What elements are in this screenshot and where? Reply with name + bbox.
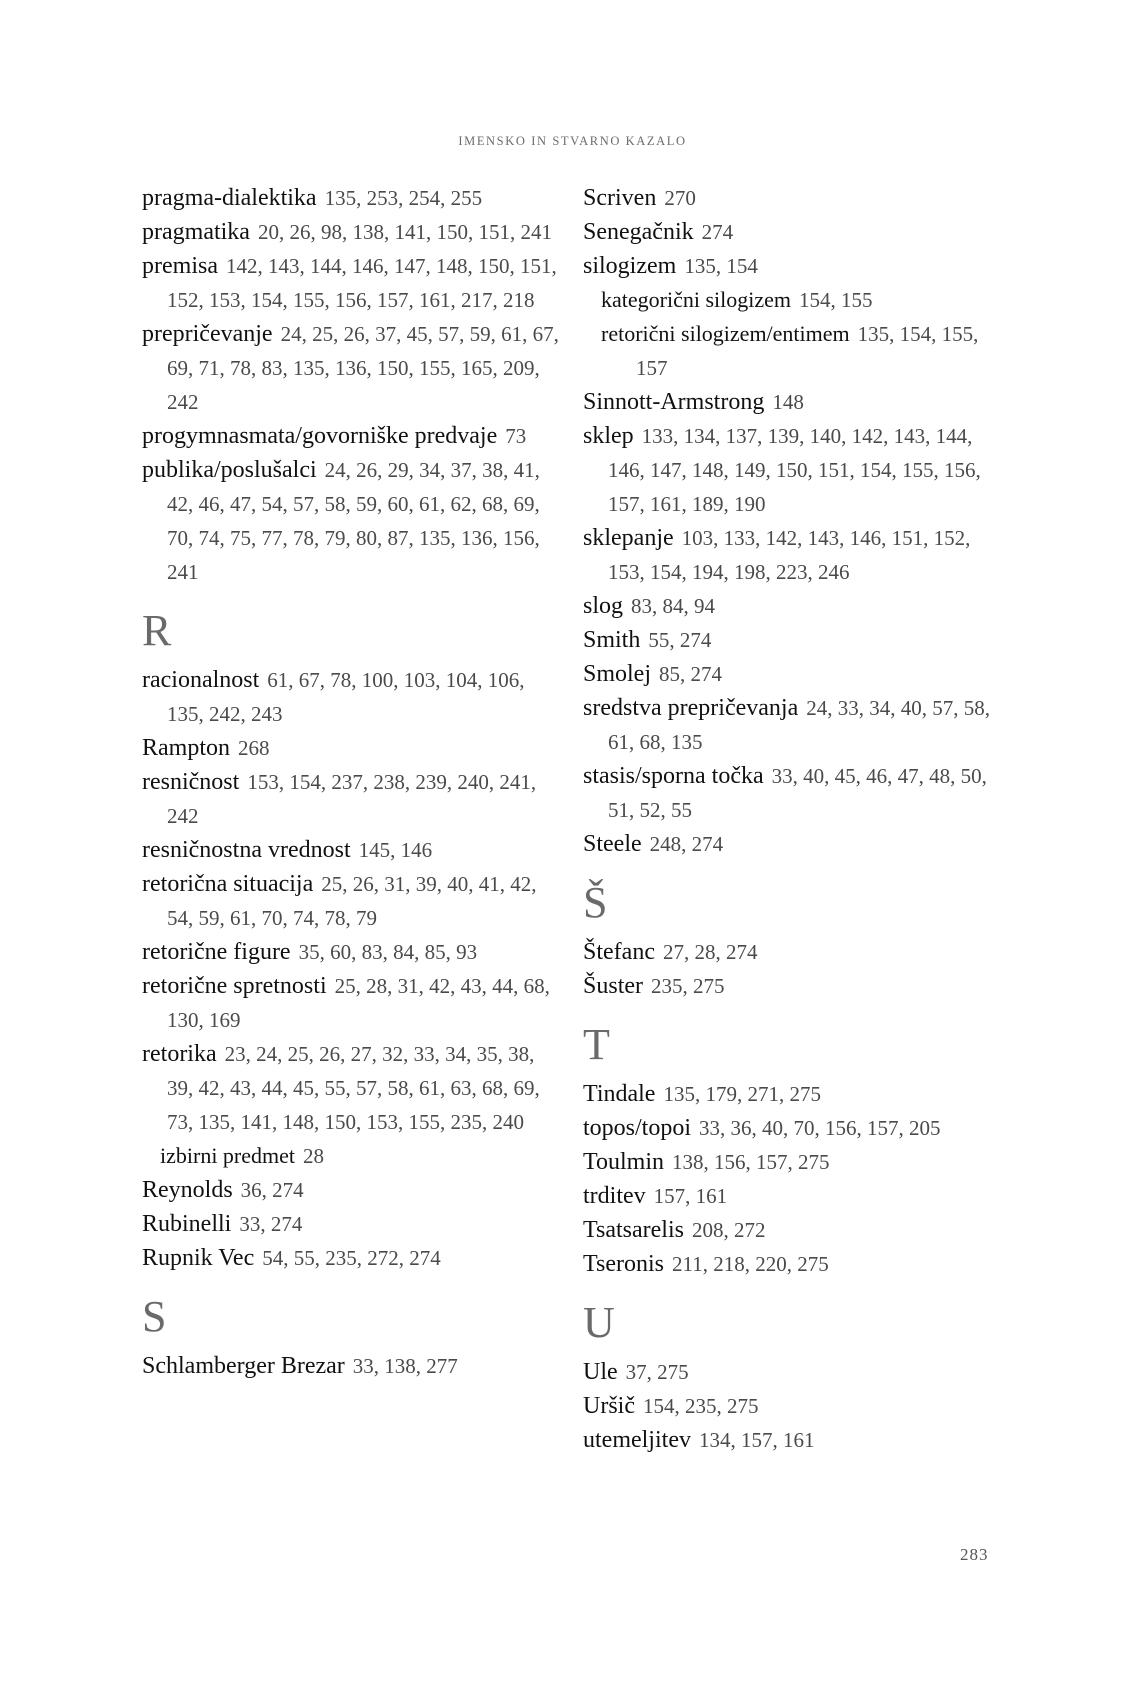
index-entry (583, 419, 1003, 521)
index-entry (142, 935, 562, 969)
page-references: 73 (505, 424, 527, 448)
index-term: Rubinelli (142, 1211, 232, 1237)
section-letter: T (583, 1020, 610, 1069)
page-references: 135, 154 (684, 254, 758, 278)
index-entry (583, 249, 1003, 283)
index-entry (142, 1173, 562, 1207)
index-term: Rampton (142, 735, 230, 761)
page-number: 283 (960, 1545, 989, 1564)
index-entry (583, 1389, 1003, 1423)
index-term: Rupnik Vec (142, 1245, 255, 1271)
page-references: 134, 157, 161 (698, 1428, 815, 1452)
index-term: utemeljitev (583, 1427, 691, 1453)
index-term: izbirni predmet (160, 1143, 296, 1168)
index-entry (583, 1213, 1003, 1247)
page-references: 142, 143, 144, 146, 147, 148, 150, 151, 152, 153, 154, 155, 156, 157, 161, 217, 218 (167, 254, 557, 312)
page-references: 36, 274 (240, 1178, 304, 1202)
index-term: Smolej (583, 661, 652, 687)
page-references: 24, 33, 34, 40, 57, 58, 61, 68, 135 (608, 696, 990, 754)
index-subentry (583, 317, 1003, 385)
index-entry (142, 181, 562, 215)
section-letter: U (583, 1298, 615, 1347)
index-entry (583, 1247, 1003, 1281)
page-references: 25, 26, 31, 39, 40, 41, 42, 54, 59, 61, 70, 74, 78, 79 (167, 872, 537, 930)
page-references: 138, 156, 157, 275 (672, 1150, 830, 1174)
page-references: 33, 138, 277 (352, 1354, 458, 1378)
page-references: 154, 235, 275 (642, 1394, 759, 1418)
index-entry (583, 1179, 1003, 1213)
page-references: 148 (772, 390, 804, 414)
index-entry (142, 765, 562, 833)
index-entry (583, 1423, 1003, 1457)
page-references: 211, 218, 220, 275 (671, 1252, 829, 1276)
index-entry (583, 969, 1003, 1003)
page-references: 33, 40, 45, 46, 47, 48, 50, 51, 52, 55 (608, 764, 987, 822)
page-references: 235, 275 (651, 974, 725, 998)
page-references: 55, 274 (648, 628, 712, 652)
page-references: 145, 146 (358, 838, 433, 862)
index-term: sklep (583, 423, 634, 449)
page-references: 154, 155 (799, 288, 873, 312)
index-entry (583, 1145, 1003, 1179)
page-references: 268 (238, 736, 270, 760)
index-term: Smith (583, 627, 641, 653)
index-term: Steele (583, 831, 642, 857)
index-entry (583, 827, 1003, 861)
index-term: retorične spretnosti (142, 973, 327, 999)
index-subentry (583, 283, 1003, 317)
index-term: progymnasmata/govorniške predvaje (142, 423, 498, 449)
index-term: sredstva prepričevanja (583, 695, 799, 721)
running-head: IMENSKO IN STVARNO KAZALO (458, 134, 687, 148)
page-references: 157, 161 (653, 1184, 728, 1208)
index-term: Toulmin (583, 1149, 664, 1175)
index-entry (583, 623, 1003, 657)
page-references: 248, 274 (649, 832, 724, 856)
index-term: Ule (583, 1359, 618, 1385)
index-entry (142, 1241, 562, 1275)
page-references: 54, 55, 235, 272, 274 (262, 1246, 441, 1270)
index-term: resničnost (142, 769, 240, 795)
page-references: 103, 133, 142, 143, 146, 151, 152, 153, 154, 194, 198, 223, 246 (608, 526, 971, 584)
index-term: pragma-dialektika (142, 185, 317, 211)
index-entry (583, 589, 1003, 623)
page-references: 33, 36, 40, 70, 156, 157, 205 (699, 1116, 941, 1140)
page-references: 27, 28, 274 (662, 940, 758, 964)
index-entry (142, 419, 562, 453)
index-term: resničnostna vrednost (142, 837, 351, 863)
index-term: Šuster (583, 973, 643, 999)
index-entry (142, 969, 562, 1037)
index-term: pragmatika (142, 219, 250, 245)
index-term: retorika (142, 1041, 217, 1067)
index-entry (142, 249, 562, 317)
index-term: Schlamberger Brezar (142, 1353, 345, 1379)
page-references: 135, 253, 254, 255 (324, 186, 483, 210)
index-term: silogizem (583, 253, 677, 279)
index-column-left (142, 181, 562, 1383)
index-entry (583, 215, 1003, 249)
page-references: 24, 26, 29, 34, 37, 38, 41, 42, 46, 47, 54, 57, 58, 59, 60, 61, 62, 68, 69, 70, 74, 75, 77, 78, 79, 80, 87, 135, 136, 156, 241 (167, 458, 540, 584)
index-entry (142, 1037, 562, 1139)
index-term: publika/poslušalci (142, 457, 317, 483)
index-entry (583, 657, 1003, 691)
index-term: retorične figure (142, 939, 291, 965)
index-term: retorična situacija (142, 871, 314, 897)
page-references: 24, 25, 26, 37, 45, 57, 59, 61, 67, 69, 71, 78, 83, 135, 136, 150, 155, 165, 209, 242 (167, 322, 559, 414)
page-references: 33, 274 (239, 1212, 303, 1236)
page-references: 270 (664, 186, 696, 210)
index-term: stasis/sporna točka (583, 763, 764, 789)
index-entry (583, 521, 1003, 589)
index-term: Štefanc (583, 939, 655, 965)
page-references: 61, 67, 78, 100, 103, 104, 106, 135, 242, 243 (167, 668, 525, 726)
index-entry (583, 691, 1003, 759)
index-entry (142, 1349, 562, 1383)
index-term: Senegačnik (583, 219, 694, 245)
index-term: Reynolds (142, 1177, 233, 1203)
page-references: 23, 24, 25, 26, 27, 32, 33, 34, 35, 38, 39, 42, 43, 44, 45, 55, 57, 58, 61, 63, 68, 69, 73, 135, 141, 148, 150, 153, 155, 235, 240 (167, 1042, 540, 1134)
index-entry (142, 1207, 562, 1241)
page-references: 85, 274 (659, 662, 723, 686)
index-term: prepričevanje (142, 321, 273, 347)
page-references: 83, 84, 94 (631, 594, 716, 618)
index-entry (142, 317, 562, 419)
index-term: sklepanje (583, 525, 674, 551)
section-letter: R (142, 606, 172, 655)
index-term: topos/topoi (583, 1115, 692, 1141)
index-entry (142, 453, 562, 589)
page-references: 133, 134, 137, 139, 140, 142, 143, 144, 146, 147, 148, 149, 150, 151, 154, 155, 156, 157, 161, 189, 190 (608, 424, 981, 516)
index-term: premisa (142, 253, 218, 279)
index-entry (583, 935, 1003, 969)
index-term: slog (583, 593, 624, 619)
index-term: racionalnost (142, 667, 260, 693)
index-entry (583, 385, 1003, 419)
section-letter: Š (583, 878, 608, 927)
index-column-right (583, 181, 1003, 1457)
index-entry (583, 181, 1003, 215)
index-term: trditev (583, 1183, 646, 1209)
index-entry (583, 759, 1003, 827)
page-references: 135, 154, 155, 157 (636, 322, 979, 380)
index-term: kategorični silogizem (601, 287, 791, 312)
index-term: Tsatsarelis (583, 1217, 684, 1243)
page-references: 25, 28, 31, 42, 43, 44, 68, 130, 169 (167, 974, 550, 1032)
index-entry (142, 731, 562, 765)
section-letter: S (142, 1292, 167, 1341)
index-term: Scriven (583, 185, 657, 211)
page-references: 20, 26, 98, 138, 141, 150, 151, 241 (257, 220, 552, 244)
index-entry (142, 663, 562, 731)
index-entry (142, 833, 562, 867)
index-term: Tseronis (583, 1251, 664, 1277)
page-references: 208, 272 (691, 1218, 766, 1242)
page-references: 135, 179, 271, 275 (663, 1082, 821, 1106)
index-term: Tindale (583, 1081, 656, 1107)
page-references: 35, 60, 83, 84, 85, 93 (298, 940, 478, 964)
index-entry (583, 1077, 1003, 1111)
page-references: 37, 275 (625, 1360, 689, 1384)
index-term: Sinnott-Armstrong (583, 389, 765, 415)
index-term: Uršič (583, 1393, 635, 1419)
index-entry (142, 215, 562, 249)
index-entry (583, 1111, 1003, 1145)
index-entry (583, 1355, 1003, 1389)
page-references: 28 (303, 1144, 325, 1168)
page-references: 153, 154, 237, 238, 239, 240, 241, 242 (167, 770, 537, 828)
index-entry (142, 867, 562, 935)
page-references: 274 (701, 220, 734, 244)
index-term: retorični silogizem/entimem (601, 321, 850, 346)
index-subentry (142, 1139, 562, 1173)
